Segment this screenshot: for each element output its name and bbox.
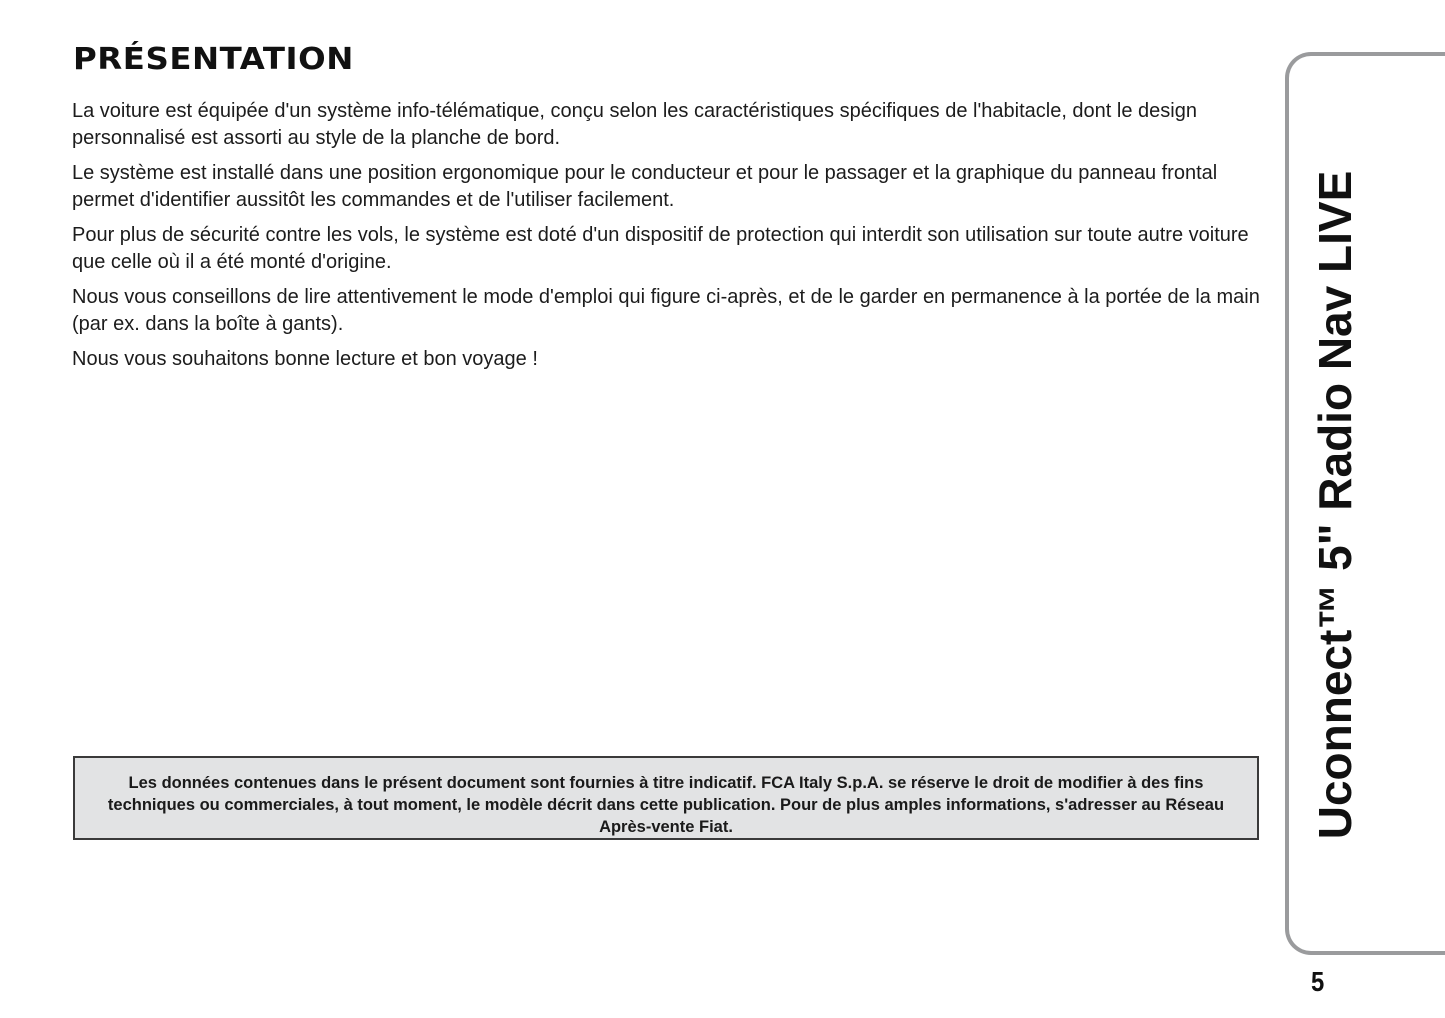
- page-number: 5: [1311, 966, 1325, 997]
- paragraph-closing: Nous vous souhaitons bonne lecture et bon voyage !: [72, 348, 538, 370]
- page-title: PRÉSENTATION: [73, 42, 354, 77]
- paragraph-installation: Le système est installé dans une position ergonomique pour le conducteur et pour le passager et la graphique du panneau frontal permet d'identifier aussitôt les commandes et de l'utiliser facilement.: [72, 162, 1218, 211]
- paragraph-intro: La voiture est équipée d'un système info-télématique, conçu selon les caractéristiques spécifiques de l'habitacle, dont le design personnalisé est assorti au style de la planche de bord.: [72, 100, 1197, 149]
- disclaimer-notice: Les données contenues dans le présent document sont fournies à titre indicatif. FCA Italy S.p.A. se réserve le droit de modifier à des fins techniques ou commerciales, à tout moment, le modèle décrit dans cette publication. Pour de plus amples informations, s'adresser au Réseau Après-vente Fiat.: [73, 756, 1259, 840]
- paragraph-advice: Nous vous conseillons de lire attentivement le mode d'emploi qui figure ci-après, et de le garder en permanence à la portée de la main (par ex. dans la boîte à gants).: [72, 286, 1260, 335]
- side-tab-label: Uconnect™ 5" Radio Nav LIVE: [1309, 170, 1361, 840]
- body-text: [72, 98, 1267, 381]
- paragraph-security: Pour plus de sécurité contre les vols, le système est doté d'un dispositif de protection qui interdit son utilisation sur toute autre voiture que celle où il a été monté d'origine.: [72, 224, 1249, 273]
